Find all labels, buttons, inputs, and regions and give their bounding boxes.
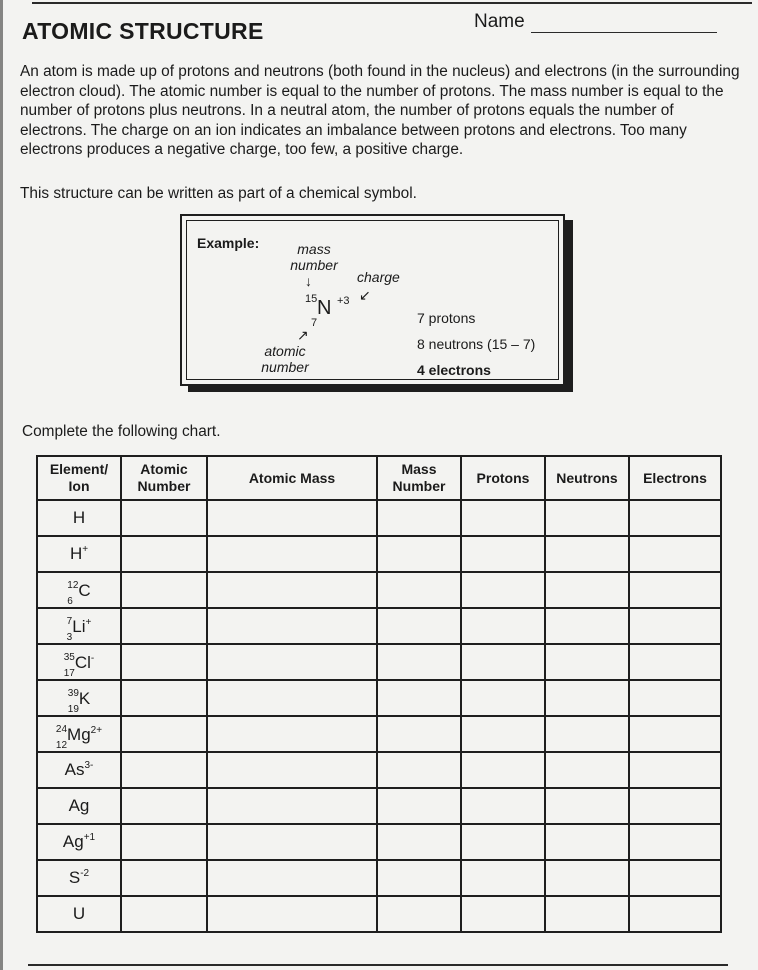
protons-blank-cell[interactable] xyxy=(461,860,545,896)
element-letters: H xyxy=(69,544,83,563)
atomic-mass-blank-cell[interactable] xyxy=(207,896,377,932)
element-symbol xyxy=(65,760,94,780)
charge-sup: 3- xyxy=(84,760,94,771)
neutrons-blank-cell[interactable] xyxy=(545,572,629,608)
element-symbol xyxy=(69,796,90,816)
header-mass-number: Mass Number xyxy=(377,456,461,500)
charge-sup: +1 xyxy=(83,832,96,843)
example-protons: 7 protons xyxy=(417,310,476,326)
example-facts xyxy=(417,305,535,383)
atomic-mass-blank-cell[interactable] xyxy=(207,644,377,680)
neutrons-blank-cell[interactable] xyxy=(545,500,629,536)
neutrons-blank-cell[interactable] xyxy=(545,608,629,644)
mass-number-blank-cell[interactable] xyxy=(377,896,461,932)
header-neutrons: Neutrons xyxy=(545,456,629,500)
neutrons-blank-cell[interactable] xyxy=(545,716,629,752)
mass-number-blank-cell[interactable] xyxy=(377,716,461,752)
electrons-blank-cell[interactable] xyxy=(629,680,721,716)
table-row xyxy=(37,824,721,860)
example-element: N xyxy=(317,297,332,319)
atomic-mass-blank-cell[interactable] xyxy=(207,788,377,824)
protons-blank-cell[interactable] xyxy=(461,752,545,788)
table-row xyxy=(37,500,721,536)
atomic-number-blank-cell[interactable] xyxy=(121,536,207,572)
element-symbol-cell xyxy=(37,500,121,536)
element-symbol xyxy=(55,723,103,751)
electrons-blank-cell[interactable] xyxy=(629,500,721,536)
atomic-mass-blank-cell[interactable] xyxy=(207,536,377,572)
element-letters: Mg xyxy=(67,724,91,744)
neutrons-blank-cell[interactable] xyxy=(545,752,629,788)
element-letters: H xyxy=(72,508,86,527)
atomic-number-blank-cell[interactable] xyxy=(121,500,207,536)
element-letters: Li xyxy=(72,616,86,636)
atomic-number-sub: 17 xyxy=(63,667,75,679)
element-symbol xyxy=(73,904,85,924)
electrons-blank-cell[interactable] xyxy=(629,572,721,608)
table-row xyxy=(37,608,721,644)
charge-sup: - xyxy=(90,652,95,664)
protons-blank-cell[interactable] xyxy=(461,608,545,644)
atomic-number-blank-cell[interactable] xyxy=(121,860,207,896)
atomic-number-blank-cell[interactable] xyxy=(121,716,207,752)
charge-sup: 2+ xyxy=(90,724,103,736)
element-symbol-cell xyxy=(37,572,121,608)
example-electrons: 4 electrons xyxy=(417,362,491,378)
mass-number-blank-cell[interactable] xyxy=(377,824,461,860)
mass-number-sup: 39 xyxy=(67,687,79,699)
element-letters: Cl xyxy=(74,652,91,672)
neutrons-blank-cell[interactable] xyxy=(545,824,629,860)
atomic-mass-blank-cell[interactable] xyxy=(207,824,377,860)
table-row xyxy=(37,788,721,824)
example-box xyxy=(180,214,565,386)
element-symbol xyxy=(73,508,85,528)
mass-number-blank-cell[interactable] xyxy=(377,860,461,896)
atomic-number-blank-cell[interactable] xyxy=(121,680,207,716)
table-row xyxy=(37,572,721,608)
atomic-number-blank-cell[interactable] xyxy=(121,824,207,860)
protons-blank-cell[interactable] xyxy=(461,896,545,932)
atomic-number-sub: 12 xyxy=(55,739,68,751)
element-symbol xyxy=(67,687,91,715)
mass-number-blank-cell[interactable] xyxy=(377,788,461,824)
name-label: Name xyxy=(474,11,525,32)
atomic-number-sub: 6 xyxy=(67,595,73,607)
mass-number-sup: 24 xyxy=(55,723,68,735)
electrons-blank-cell[interactable] xyxy=(629,716,721,752)
top-rule xyxy=(32,2,752,4)
neutrons-blank-cell[interactable] xyxy=(545,680,629,716)
atomic-number-blank-cell[interactable] xyxy=(121,608,207,644)
element-symbol xyxy=(69,868,89,888)
element-symbol-cell xyxy=(37,608,121,644)
protons-blank-cell[interactable] xyxy=(461,500,545,536)
atomic-number-blank-cell[interactable] xyxy=(121,752,207,788)
element-symbol xyxy=(70,544,88,564)
mass-number-blank-cell[interactable] xyxy=(377,500,461,536)
charge-sup: + xyxy=(85,616,92,628)
electrons-blank-cell[interactable] xyxy=(629,788,721,824)
element-symbol-cell xyxy=(37,680,121,716)
page-title: ATOMIC STRUCTURE xyxy=(22,18,264,44)
element-letters: U xyxy=(72,904,86,923)
atomic-number-blank-cell[interactable] xyxy=(121,572,207,608)
neutrons-blank-cell[interactable] xyxy=(545,860,629,896)
bottom-rule xyxy=(28,964,728,966)
element-symbol xyxy=(63,832,95,852)
protons-blank-cell[interactable] xyxy=(461,716,545,752)
header-atomic-number: Atomic Number xyxy=(121,456,207,500)
arrow-up-right-icon: ↗ xyxy=(297,327,309,343)
electrons-blank-cell[interactable] xyxy=(629,608,721,644)
element-symbol-cell xyxy=(37,824,121,860)
table-row xyxy=(37,752,721,788)
atomic-number-label: atomic number xyxy=(261,343,309,375)
element-symbol xyxy=(67,579,91,607)
mass-number-blank-cell[interactable] xyxy=(377,608,461,644)
table-row xyxy=(37,716,721,752)
intro-paragraph: An atom is made up of protons and neutrons (both found in the nucleus) and electrons (in the surrounding electron cloud). The atomic number is equal to the number of protons. The mass number is equal to the number of protons plus neutrons. In a neutral atom, the number of protons equals the number of electrons. The charge on an ion indicates an imbalance between protons and electrons. Too many electrons produces a negative charge, too few, a positive charge. xyxy=(20,63,740,158)
table-row xyxy=(37,644,721,680)
mass-number-label: mass number xyxy=(290,241,338,273)
element-letters: C xyxy=(78,580,91,600)
electrons-blank-cell[interactable] xyxy=(629,860,721,896)
arrow-down-icon: ↓ xyxy=(305,273,312,289)
protons-blank-cell[interactable] xyxy=(461,680,545,716)
chart-header-row xyxy=(37,456,721,500)
atomic-mass-blank-cell[interactable] xyxy=(207,716,377,752)
example-neutrons: 8 neutrons (15 – 7) xyxy=(417,336,536,352)
protons-blank-cell[interactable] xyxy=(461,572,545,608)
element-letters: As xyxy=(64,760,85,779)
electrons-blank-cell[interactable] xyxy=(629,896,721,932)
element-letters: S xyxy=(68,868,81,887)
neutrons-blank-cell[interactable] xyxy=(545,896,629,932)
header-element-ion: Element/ Ion xyxy=(37,456,121,500)
example-atomic-number: 7 xyxy=(311,317,318,329)
atomic-mass-blank-cell[interactable] xyxy=(207,752,377,788)
name-field xyxy=(474,11,717,33)
element-letters: Ag xyxy=(68,796,90,815)
table-row xyxy=(37,860,721,896)
element-symbol-cell xyxy=(37,860,121,896)
electrons-blank-cell[interactable] xyxy=(629,644,721,680)
mass-number-blank-cell[interactable] xyxy=(377,572,461,608)
atomic-mass-blank-cell[interactable] xyxy=(207,572,377,608)
element-letters: K xyxy=(78,688,91,708)
protons-blank-cell[interactable] xyxy=(461,788,545,824)
charge-sup: + xyxy=(82,544,89,555)
protons-blank-cell[interactable] xyxy=(461,644,545,680)
element-letters: Ag xyxy=(62,832,84,851)
atomic-number-blank-cell[interactable] xyxy=(121,896,207,932)
atomic-mass-blank-cell[interactable] xyxy=(207,500,377,536)
header-protons: Protons xyxy=(461,456,545,500)
atomic-number-sub: 19 xyxy=(67,703,79,715)
neutrons-blank-cell[interactable] xyxy=(545,536,629,572)
neutrons-blank-cell[interactable] xyxy=(545,788,629,824)
table-row xyxy=(37,680,721,716)
header-atomic-mass: Atomic Mass xyxy=(207,456,377,500)
element-symbol-cell xyxy=(37,644,121,680)
element-symbol-cell xyxy=(37,536,121,572)
atomic-mass-blank-cell[interactable] xyxy=(207,860,377,896)
example-label: Example: xyxy=(197,235,260,251)
neutrons-blank-cell[interactable] xyxy=(545,644,629,680)
mass-number-blank-cell[interactable] xyxy=(377,536,461,572)
protons-blank-cell[interactable] xyxy=(461,824,545,860)
mass-number-blank-cell[interactable] xyxy=(377,752,461,788)
example-charge: +3 xyxy=(337,295,350,307)
mass-number-blank-cell[interactable] xyxy=(377,680,461,716)
mass-number-sup: 12 xyxy=(67,579,79,591)
protons-blank-cell[interactable] xyxy=(461,536,545,572)
electrons-blank-cell[interactable] xyxy=(629,752,721,788)
element-symbol-cell xyxy=(37,896,121,932)
element-symbol xyxy=(66,615,92,643)
example-mass-number: 15 xyxy=(305,293,318,305)
page-edge xyxy=(0,0,3,970)
atomic-mass-blank-cell[interactable] xyxy=(207,680,377,716)
electrons-blank-cell[interactable] xyxy=(629,536,721,572)
atomic-chart-table xyxy=(36,455,722,933)
table-row xyxy=(37,536,721,572)
chart-heading: Complete the following chart. xyxy=(22,423,221,440)
example-box-inner-border xyxy=(186,220,559,380)
element-symbol-cell xyxy=(37,716,121,752)
atomic-number-sub: 3 xyxy=(66,631,73,643)
atomic-number-blank-cell[interactable] xyxy=(121,788,207,824)
atomic-mass-blank-cell[interactable] xyxy=(207,608,377,644)
header-electrons: Electrons xyxy=(629,456,721,500)
mass-number-sup: 7 xyxy=(66,615,73,627)
charge-label: charge xyxy=(357,269,400,285)
mass-number-blank-cell[interactable] xyxy=(377,644,461,680)
electrons-blank-cell[interactable] xyxy=(629,824,721,860)
atomic-number-blank-cell[interactable] xyxy=(121,644,207,680)
element-symbol xyxy=(63,651,95,679)
arrow-down-left-icon: ↙ xyxy=(359,287,371,303)
element-symbol-cell xyxy=(37,788,121,824)
mass-number-sup: 35 xyxy=(63,651,75,663)
charge-sup: -2 xyxy=(80,868,90,879)
table-row xyxy=(37,896,721,932)
name-blank-line[interactable] xyxy=(531,14,717,33)
structure-note: This structure can be written as part of a chemical symbol. xyxy=(20,185,417,202)
element-symbol-cell xyxy=(37,752,121,788)
